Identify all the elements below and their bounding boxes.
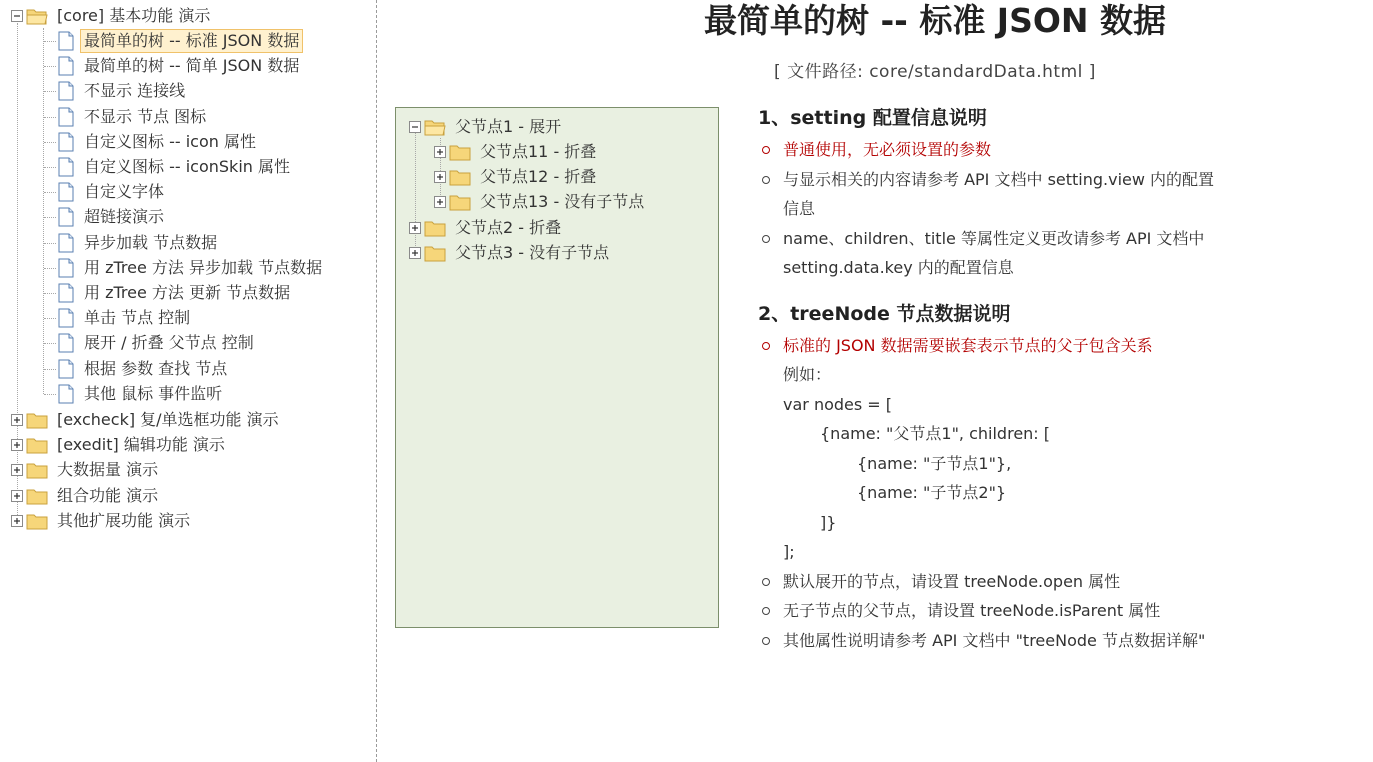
folder-icon <box>26 411 48 429</box>
section-title: 2、treeNode 节点数据说明 <box>758 302 1011 325</box>
folder-icon <box>26 461 48 479</box>
file-icon <box>57 81 75 101</box>
file-icon <box>57 207 75 227</box>
tree-node-label[interactable]: 自定义字体 <box>84 182 165 202</box>
code-line: ]} <box>820 512 837 532</box>
tree-node-label[interactable]: 父节点3 - 没有子节点 <box>455 243 610 262</box>
list-item <box>758 331 1228 567</box>
tree-node-label[interactable]: 单击 节点 控制 <box>84 308 191 328</box>
nav-tree-leaf[interactable] <box>57 130 260 154</box>
code-line: {name: "子节点2"} <box>857 483 1007 502</box>
tree-node-label[interactable]: 父节点12 - 折叠 <box>480 167 597 186</box>
expand-icon[interactable] <box>11 414 23 426</box>
folder-icon <box>424 244 446 262</box>
nav-tree-leaf[interactable] <box>57 155 294 179</box>
demo-node-1[interactable] <box>409 115 565 139</box>
nav-tree <box>0 0 376 762</box>
setting-notes-list <box>758 135 1228 283</box>
folder-open-icon <box>26 7 48 25</box>
nav-tree-leaf[interactable] <box>57 357 231 381</box>
tree-node-label[interactable]: 用 zTree 方法 异步加载 节点数据 <box>84 257 323 277</box>
tree-node-label[interactable]: 不显示 连接线 <box>84 81 186 101</box>
demo-node-11[interactable] <box>434 140 600 164</box>
nav-tree-folder[interactable] <box>11 484 162 508</box>
nav-tree-leaf[interactable] <box>57 180 168 204</box>
tree-connector-line <box>44 369 56 370</box>
nav-tree-leaf[interactable] <box>57 54 303 78</box>
nav-tree-folder[interactable] <box>11 458 162 482</box>
tree-node-core[interactable] <box>11 4 214 28</box>
tree-connector-line <box>43 28 44 394</box>
file-path: [ 文件路径: core/standardData.html ] <box>774 62 1096 82</box>
nav-tree-leaf[interactable] <box>57 231 221 255</box>
tree-node-label[interactable]: 最简单的树 -- 标准 JSON 数据 <box>80 29 303 53</box>
expand-icon[interactable] <box>434 146 446 158</box>
collapse-icon[interactable] <box>409 121 421 133</box>
demo-tree <box>395 107 719 628</box>
tree-node-label[interactable]: [excheck] 复/单选框功能 演示 <box>57 410 279 429</box>
file-icon <box>57 258 75 278</box>
tree-node-label[interactable]: 其他 鼠标 事件监听 <box>84 383 223 403</box>
pane-divider[interactable] <box>376 0 377 762</box>
tree-node-label[interactable]: 不显示 节点 图标 <box>84 106 207 126</box>
file-icon <box>57 132 75 152</box>
code-line: {name: "子节点1"}, <box>857 453 1012 473</box>
tree-node-label[interactable]: 最简单的树 -- 简单 JSON 数据 <box>84 56 300 76</box>
folder-open-icon <box>424 118 446 136</box>
expand-icon[interactable] <box>11 464 23 476</box>
demo-node-13[interactable] <box>434 190 648 214</box>
code-line: var nodes = [ <box>783 394 893 414</box>
nav-tree-folder[interactable] <box>11 408 283 432</box>
tree-node-label[interactable]: 展开 / 折叠 父节点 控制 <box>84 333 254 353</box>
expand-icon[interactable] <box>434 171 446 183</box>
file-icon <box>57 384 75 404</box>
tree-node-label[interactable]: 父节点11 - 折叠 <box>480 142 597 161</box>
list-item: 无子节点的父节点，请设置 treeNode.isParent 属性 <box>758 596 1228 626</box>
tree-node-label[interactable]: 超链接演示 <box>84 207 165 227</box>
nav-tree-leaf[interactable] <box>57 29 303 53</box>
demo-node-12[interactable] <box>434 165 600 189</box>
tree-connector-line <box>44 343 56 344</box>
tree-connector-line <box>44 167 56 168</box>
tree-connector-line <box>44 217 56 218</box>
folder-icon <box>449 193 471 211</box>
file-icon <box>57 333 75 353</box>
folder-icon <box>424 219 446 237</box>
nav-tree-folder[interactable] <box>11 433 229 457</box>
list-item: 普通使用，无必须设置的参数 <box>758 135 1228 165</box>
nav-tree-leaf[interactable] <box>57 306 194 330</box>
page-title: 最简单的树 -- 标准 JSON 数据 <box>703 1 1167 40</box>
file-icon <box>57 182 75 202</box>
tree-node-label[interactable]: 大数据量 演示 <box>57 460 159 480</box>
nav-tree-leaf[interactable] <box>57 331 258 355</box>
tree-connector-line <box>44 192 56 193</box>
file-icon <box>57 233 75 253</box>
nav-tree-leaf[interactable] <box>57 205 168 229</box>
expand-icon[interactable] <box>11 490 23 502</box>
expand-icon[interactable] <box>11 515 23 527</box>
expand-icon[interactable] <box>409 247 421 259</box>
tree-node-label[interactable]: 父节点1 - 展开 <box>455 117 562 136</box>
tree-node-label[interactable]: 父节点13 - 没有子节点 <box>480 192 645 211</box>
tree-node-label[interactable]: 用 zTree 方法 更新 节点数据 <box>84 283 291 302</box>
tree-connector-line <box>44 243 56 244</box>
tree-node-label[interactable]: 自定义图标 -- icon 属性 <box>84 131 256 151</box>
code-line: {name: "父节点1", children: [ <box>820 424 1051 443</box>
folder-icon <box>26 512 48 530</box>
tree-node-label[interactable]: [exedit] 编辑功能 演示 <box>57 435 225 455</box>
tree-connector-line <box>44 268 56 269</box>
folder-icon <box>26 487 48 505</box>
list-item: 默认展开的节点，请设置 treeNode.open 属性 <box>758 567 1228 597</box>
nav-tree-leaf[interactable] <box>57 105 210 129</box>
tree-node-label[interactable]: 其他扩展功能 演示 <box>57 510 191 530</box>
file-icon <box>57 308 75 328</box>
file-icon <box>57 283 75 303</box>
expand-icon[interactable] <box>434 196 446 208</box>
file-icon <box>57 56 75 76</box>
tree-node-label[interactable]: [core] 基本功能 演示 <box>57 6 211 25</box>
list-item: name、children、title 等属性定义更改请参考 API 文档中 setting.data.key 内的配置信息 <box>758 224 1228 283</box>
collapse-icon[interactable] <box>11 10 23 22</box>
tree-connector-line <box>44 91 56 92</box>
tree-connector-line <box>44 66 56 67</box>
demo-node-3[interactable] <box>409 241 613 265</box>
nav-tree-leaf[interactable] <box>57 281 294 305</box>
code-example <box>783 360 1228 567</box>
folder-icon <box>26 436 48 454</box>
tree-node-label[interactable]: 组合功能 演示 <box>57 485 159 505</box>
nav-tree-leaf[interactable] <box>57 79 189 103</box>
tree-connector-line <box>44 142 56 143</box>
tree-connector-line <box>44 41 56 42</box>
folder-icon <box>449 143 471 161</box>
nav-tree-folder[interactable] <box>11 509 194 533</box>
expand-icon[interactable] <box>409 222 421 234</box>
tree-connector-line <box>44 318 56 319</box>
code-line: ]; <box>783 542 795 561</box>
demo-node-2[interactable] <box>409 216 565 240</box>
section-title: 1、setting 配置信息说明 <box>758 107 987 129</box>
list-item: 与显示相关的内容请参考 API 文档中 setting.view 内的配置信息 <box>758 165 1228 224</box>
file-icon <box>57 157 75 177</box>
tree-node-label[interactable]: 根据 参数 查找 节点 <box>84 358 228 378</box>
tree-node-label[interactable]: 异步加载 节点数据 <box>84 232 218 252</box>
tree-connector-line <box>44 394 56 395</box>
nav-tree-leaf[interactable] <box>57 382 226 406</box>
treenode-notes-list <box>758 331 1228 656</box>
list-item-text: 标准的 JSON 数据需要嵌套表示节点的父子包含关系 <box>783 335 1153 355</box>
list-item: 其他属性说明请参考 API 文档中 "treeNode 节点数据详解" <box>758 626 1228 656</box>
expand-icon[interactable] <box>11 439 23 451</box>
file-icon <box>57 107 75 127</box>
description-panel <box>758 101 1228 655</box>
tree-node-label[interactable]: 父节点2 - 折叠 <box>455 218 562 237</box>
file-icon <box>57 359 75 379</box>
tree-connector-line <box>44 293 56 294</box>
tree-node-label[interactable]: 自定义图标 -- iconSkin 属性 <box>84 157 290 176</box>
tree-connector-line <box>44 117 56 118</box>
folder-icon <box>449 168 471 186</box>
nav-tree-leaf[interactable] <box>57 256 326 280</box>
file-icon <box>57 31 75 51</box>
code-line: 例如： <box>783 365 832 384</box>
